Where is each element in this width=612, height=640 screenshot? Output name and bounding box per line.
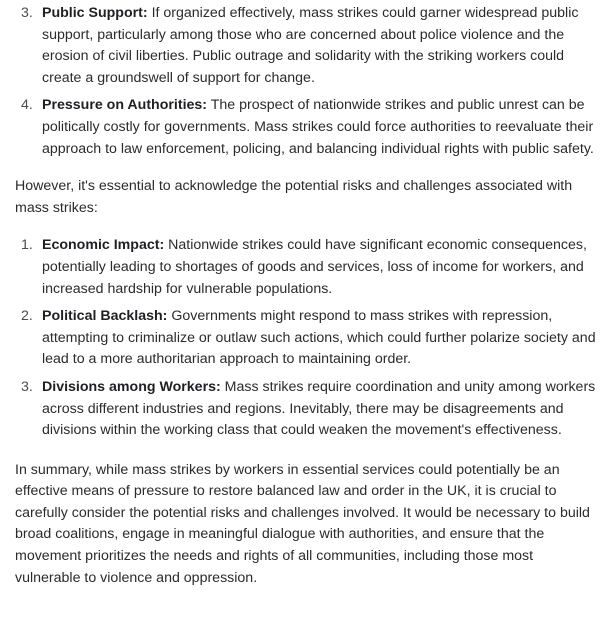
list-item [15,3,598,89]
list-item [15,95,598,160]
summary-paragraph: In summary, while mass strikes by workers in essential services could potentially be an effective means of pressure to restore balanced law and order in the UK, it is crucial to carefully consider the potential risks and challenges involved. It would be necessary to build broad coalitions, engage in meaningful dialogue with authorities, and ensure that the movement prioritizes the needs and rights of all communities, including those most vulnerable to violence and oppression. [15,461,590,586]
list-item-term: Political Backlash: [42,308,168,325]
list-item-text: If organized effectively, mass strikes could garner widespread public support, particularly among those who are concerned about police violence and the erosion of civil liberties. Public outrage and solidarity with the striking workers could create a groundswell of support for change. [42,5,579,86]
list-item-term: Pressure on Authorities: [42,97,208,114]
risks-intro-paragraph: However, it's essential to acknowledge the potential risks and challenges associated with mass strikes: [15,178,573,216]
list-item-term: Public Support: [42,5,148,21]
list-item-text: The prospect of nationwide strikes and public unrest can be politically costly for governments. Mass strikes could force authorities to reevaluate their approach to law enforcement, policing, and balancing individual rights with public safety. [42,97,594,157]
list-item-term: Economic Impact: [42,237,165,254]
list-item-text: Nationwide strikes could have significant economic consequences, potentially leading to shortages of goods and services, loss of income for workers, and increased hardship for vulnerable populations. [42,237,587,297]
list-item-number: 2. [21,308,33,325]
list-item [15,235,598,300]
list-item-text: Mass strikes require coordination and unity among workers across different industries and regions. Inevitably, there may be disagreements and divisions within the working class that could weaken the movement's effectiveness. [42,378,596,439]
benefits-list [15,3,598,160]
list-item-term: Divisions among Workers: [42,378,221,395]
risks-list [15,235,598,441]
list-item [15,306,598,371]
list-item-text: Governments might respond to mass strikes with repression, attempting to criminalize or outlaw such actions, which could further polarize society and lead to a more authoritarian approach to maintaining order. [42,308,596,368]
list-item [15,377,598,442]
list-item-number: 3. [21,5,33,21]
list-item-number: 1. [21,237,33,254]
list-item-number: 4. [21,97,33,114]
list-item-number: 3. [21,378,33,395]
